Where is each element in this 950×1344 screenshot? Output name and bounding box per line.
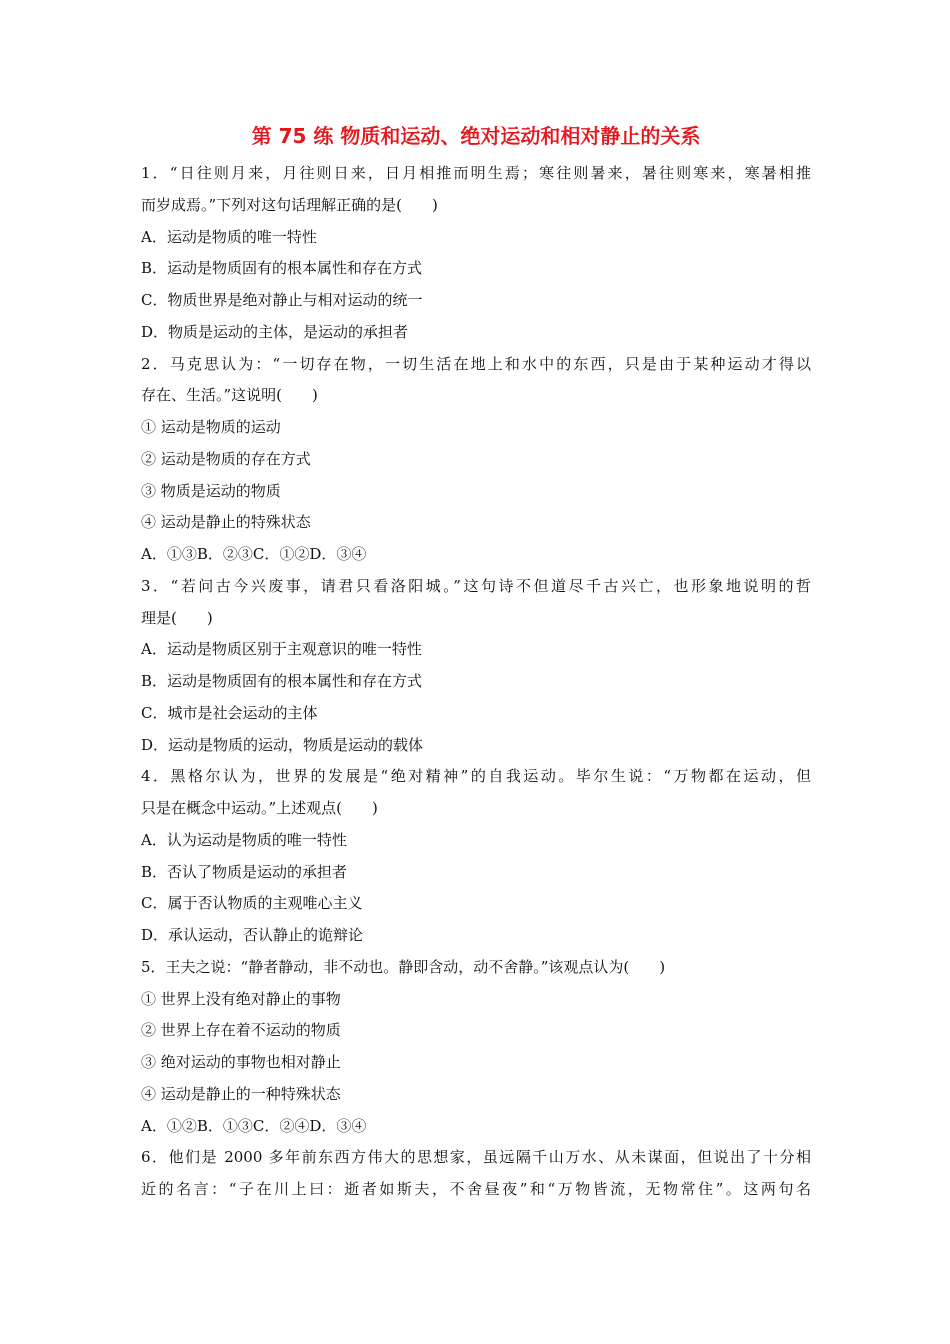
- text-line: A．运动是物质的唯一特性: [141, 227, 317, 246]
- text-line: D．运动是物质的运动，物质是运动的载体: [141, 735, 424, 754]
- text-line: 2．马克思认为：“一切存在物，一切生活在地上和水中的东西，只是由于某种运动才得以: [141, 354, 811, 373]
- text-line: 存在、生活。”这说明( ): [141, 386, 318, 405]
- text-line: ③ 绝对运动的事物也相对静止: [141, 1053, 341, 1071]
- text-line: 只是在概念中运动。”上述观点( ): [141, 799, 378, 817]
- text-line: ① 世界上没有绝对静止的事物: [141, 989, 341, 1008]
- text-line: ③ 物质是运动的物质: [141, 481, 281, 500]
- text-line: ② 世界上存在着不运动的物质: [141, 1021, 341, 1040]
- text-line: 4．黑格尔认为，世界的发展是“绝对精神”的自我运动。毕尔生说：“万物都在运动，但: [141, 767, 811, 786]
- text-line: B．运动是物质固有的根本属性和存在方式: [141, 259, 423, 278]
- text-line: D．承认运动，否认静止的诡辩论: [141, 926, 364, 944]
- text-line: 1．“日往则月来，月往则日来，日月相推而明生焉；寒往则暑来，暑往则寒来，寒暑相推: [141, 164, 811, 182]
- text-line: 5．王夫之说：“静者静动，非不动也。静即含动，动不舍静。”该观点认为( ): [141, 957, 666, 976]
- document-body: [141, 158, 811, 1206]
- text-line: D．物质是运动的主体，是运动的承担者: [141, 322, 409, 341]
- page-title: 第 75 练 物质和运动、绝对运动和相对静止的关系: [251, 124, 701, 148]
- text-line: ④ 运动是静止的一种特殊状态: [141, 1084, 341, 1103]
- text-line: B．运动是物质固有的根本属性和存在方式: [141, 672, 423, 690]
- text-line: 近的名言：“子在川上曰：逝者如斯夫，不舍昼夜”和“万物皆流，无物常住”。这两句名: [141, 1180, 811, 1198]
- text-line: A．运动是物质区别于主观意识的唯一特性: [141, 640, 422, 659]
- text-line: B．否认了物质是运动的承担者: [141, 862, 348, 881]
- text-line: 而岁成焉。”下列对这句话理解正确的是( ): [141, 195, 438, 214]
- text-line: 3．“若问古今兴废事，请君只看洛阳城。”这句诗不但道尽千古兴亡，也形象地说明的哲: [141, 576, 811, 595]
- text-line: A．①③B．②③C．①②D．③④: [141, 545, 367, 563]
- text-line: ② 运动是物质的存在方式: [141, 449, 311, 468]
- text-line: A．①②B．①③C．②④D．③④: [141, 1116, 367, 1135]
- text-line: ④ 运动是静止的特殊状态: [141, 513, 311, 532]
- text-line: ① 运动是物质的运动: [141, 418, 281, 436]
- document-page: [141, 118, 811, 1206]
- text-line: 理是( ): [141, 608, 213, 627]
- text-line: C．属于否认物质的主观唯心主义: [141, 894, 363, 913]
- text-line: 6．他们是 2000 多年前东西方伟大的思想家，虽远隔千山万水、从未谋面，但说出了十分相: [141, 1148, 811, 1167]
- text-line: C．城市是社会运动的主体: [141, 703, 318, 722]
- text-line: A．认为运动是物质的唯一特性: [141, 830, 347, 849]
- text-line: C．物质世界是绝对静止与相对运动的统一: [141, 291, 423, 309]
